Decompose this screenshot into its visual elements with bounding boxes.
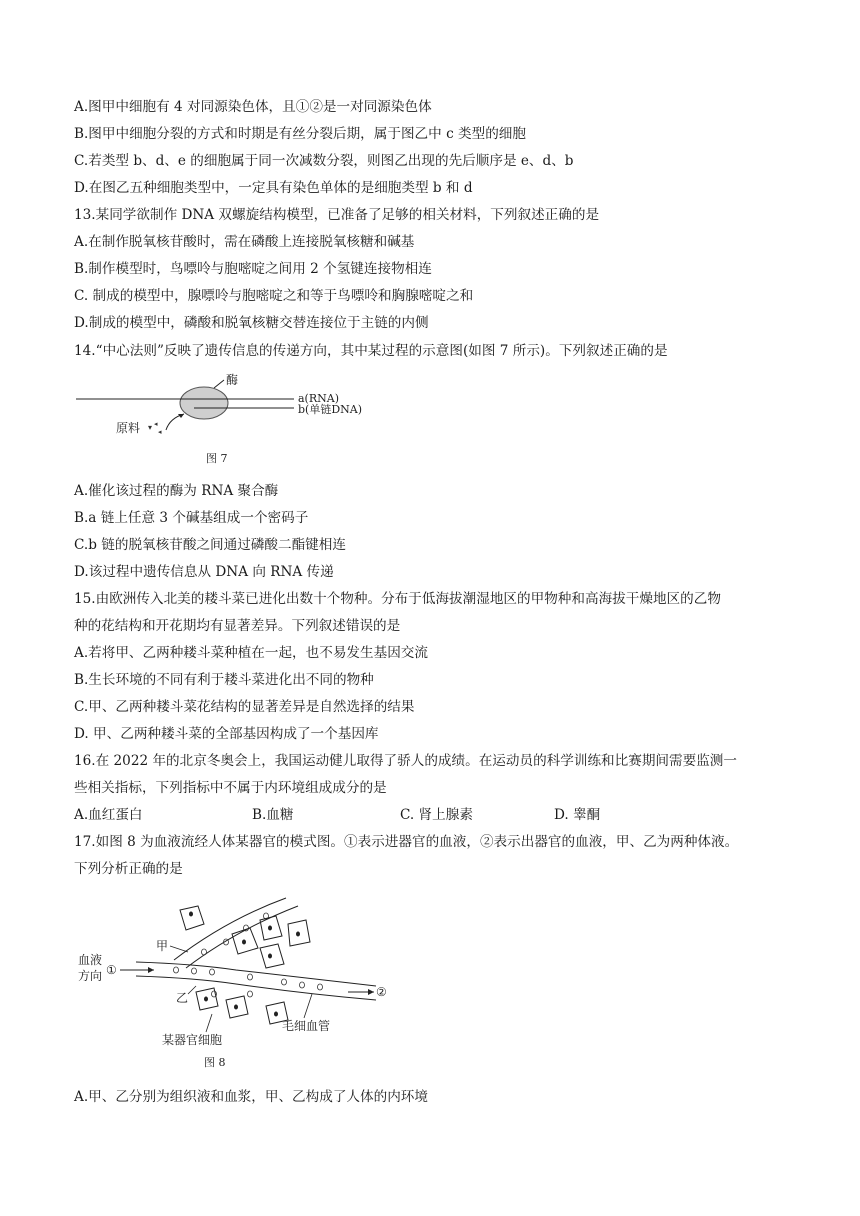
figure-8: [76, 890, 396, 1070]
q12-option-a: A.图甲中细胞有 4 对同源染色体，且①②是一对同源染色体: [74, 99, 432, 115]
label-capillary: 毛细血管: [282, 1019, 331, 1033]
label-yi: 乙: [176, 991, 189, 1005]
q16-option-b: B.血糖: [252, 807, 294, 823]
q15-option-d: D. 甲、乙两种耧斗菜的全部基因构成了一个基因库: [74, 726, 379, 742]
label-flow-1: 血液: [78, 953, 103, 967]
q12-option-c: C.若类型 b、d、e 的细胞属于同一次减数分裂，则图乙出现的先后顺序是 e、d、b: [74, 153, 574, 169]
q16-option-c: C. 肾上腺素: [400, 807, 473, 823]
q16-stem-line1: 16.在 2022 年的北京冬奥会上，我国运动健儿取得了骄人的成绩。在运动员的科学训练和比赛期间需要监测一: [74, 753, 737, 769]
q16-options: [74, 806, 634, 824]
q14-option-a: A.催化该过程的酶为 RNA 聚合酶: [74, 483, 279, 499]
q16-stem-line2: 些相关指标，下列指标中不属于内环境组成成分的是: [74, 780, 387, 796]
strand-b-label: b(单链DNA): [298, 403, 363, 416]
q14-option-d: D.该过程中遗传信息从 DNA 向 RNA 传递: [74, 564, 334, 580]
q14-stem: 14.“中心法则”反映了遗传信息的传递方向，其中某过程的示意图(如图 7 所示)。下列叙述正确的是: [74, 343, 668, 359]
figure-8-caption: 图 8: [204, 1056, 226, 1069]
q15-option-b: B.生长环境的不同有利于耧斗菜进化出不同的物种: [74, 672, 374, 688]
capillary-top-wall: [136, 962, 376, 986]
capillary-bottom-wall: [136, 976, 376, 1000]
q13-option-b: B.制作模型时，鸟嘌呤与胞嘧啶之间用 2 个氢键连接物相连: [74, 261, 432, 277]
label-out: ②: [376, 985, 387, 999]
q12-option-d: D.在图乙五种细胞类型中，一定具有染色单体的是细胞类型 b 和 d: [74, 180, 473, 196]
q16-option-a: A.血红蛋白: [74, 807, 143, 823]
svg-text:▾: ▾: [148, 423, 153, 432]
q17-stem-line1: 17.如图 8 为血液流经人体某器官的模式图。①表示进器官的血液，②表示出器官的血液，甲、乙为两种体液。: [74, 834, 739, 850]
q17-stem-line2: 下列分析正确的是: [74, 861, 183, 877]
q17-option-a: A.甲、乙分别为组织液和血浆，甲、乙构成了人体的内环境: [74, 1089, 428, 1105]
material-label: 原料: [116, 421, 141, 435]
q12-option-b: B.图甲中细胞分裂的方式和时期是有丝分裂后期，属于图乙中 c 类型的细胞: [74, 126, 526, 142]
q13-option-a: A.在制作脱氧核苷酸时，需在磷酸上连接脱氧核糖和碱基: [74, 234, 415, 250]
q16-option-d: D. 睾酮: [554, 807, 601, 823]
label-jia: 甲: [156, 939, 169, 953]
q13-option-d: D.制成的模型中，磷酸和脱氧核糖交替连接位于主链的内侧: [74, 315, 429, 331]
q15-stem-line2: 种的花结构和开花期均有显著差异。下列叙述错误的是: [74, 618, 401, 634]
enzyme-label: 酶: [226, 373, 239, 387]
enzyme-ellipse: [180, 387, 228, 419]
q13-stem: 13.某同学欲制作 DNA 双螺旋结构模型，已准备了足够的相关材料，下列叙述正确的是: [74, 207, 600, 223]
q14-option-b: B.a 链上任意 3 个碱基组成一个密码子: [74, 510, 309, 526]
svg-text:◂: ◂: [154, 420, 158, 428]
label-organ-cell: 某器官细胞: [162, 1033, 223, 1047]
q15-option-c: C.甲、乙两种耧斗菜花结构的显著差异是自然选择的结果: [74, 699, 415, 715]
figure-7-caption: 图 7: [206, 452, 228, 465]
organ-cells: [180, 906, 310, 1024]
q14-option-c: C.b 链的脱氧核苷酸之间通过磷酸二酯键相连: [74, 537, 346, 553]
label-in: ①: [106, 963, 117, 977]
q13-option-c: C. 制成的模型中，腺嘌呤与胞嘧啶之和等于鸟嘌呤和胸腺嘧啶之和: [74, 288, 474, 304]
figure-7: [74, 368, 414, 473]
q15-stem-line1: 15.由欧洲传入北美的耧斗菜已进化出数十个物种。分布于低海拔潮湿地区的甲物种和高海拔干燥地区的乙物: [74, 591, 721, 607]
q15-option-a: A.若将甲、乙两种耧斗菜种植在一起，也不易发生基因交流: [74, 645, 428, 661]
strand-a-label: a(RNA): [298, 392, 339, 405]
label-flow-2: 方向: [78, 969, 103, 983]
svg-text:◂: ◂: [158, 428, 162, 436]
